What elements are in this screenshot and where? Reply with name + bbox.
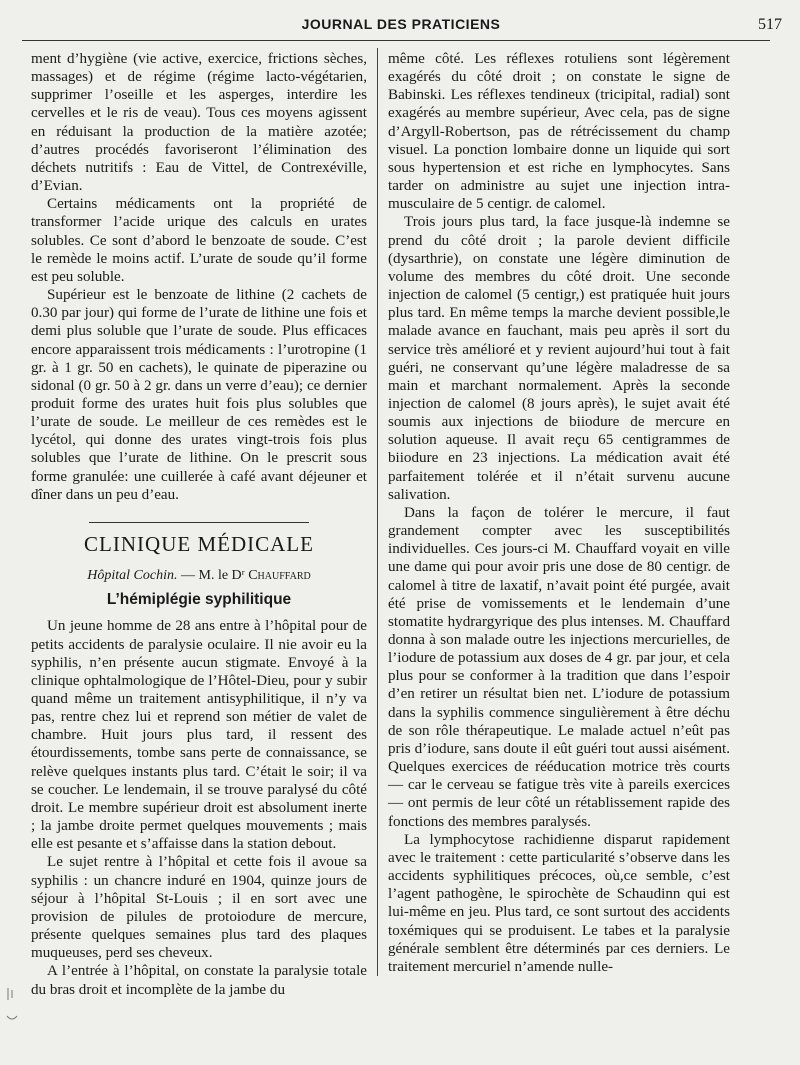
right-column (388, 50, 730, 976)
margin-mark (4, 986, 20, 1026)
byline-author: Chauffard (248, 568, 311, 584)
paragraph: Le sujet rentre à l’hôpital et cette fois il avoue sa syphilis : un chancre induré en 1904, quinze jours de séjour à l’hôpital St-Louis ; il en sort avec une provision de pilules de protoiodure de mercure, présente quelques semaines plus tard des plaques muqueuses, perd ses cheveux. (31, 854, 367, 962)
paragraph: Dans la façon de tolérer le mercure, il faut grandement compter avec les susceptibilités individuelles. Ces jours-ci M. Chauffard voyait en ville une dame qui pour avoir pris une dose de 80 centigr. de calomel à titre de laxatif, n’avait point été purgée, avait été prise de vomissements et le lendemain d’une stomatite hydrargyrique des plus intenses. M. Chauffard donna à son malade outre les injections mercurielles, de l’iodure de potassium aux doses de 4 gr. par jour, et cela plus pour se conformer à la tradition que dans l’espoir d’en retirer un résultat bien net. L’iodure de potassium dans la syphilis commence singulièrement à être déchu de son rôle thérapeutique. Le malade actuel n’eût pas pris d’iodure, sans doute il eût guéri tout aussi aisément. Quelques exercices de rééducation motrice très courts — car le cerveau se fatigue très vite à pareils exercices — ont permis de leur côté un rétablissement rapide des fonctions des membres paralysés. (388, 504, 730, 830)
margin-mark-icon (4, 986, 20, 1026)
section-title: CLINIQUE MÉDICALE (84, 531, 314, 556)
paragraph: même côté. Les réflexes rotuliens sont légèrement exagérés du côté droit ; on constate le signe de Babinski. Les réflexes tendineux (tricipital, radial) sont exagérés au membre supérieur, Avec cela, pas de signe d’Argyll-Robertson, pas de rétrécissement du champ visuel. La ponction lombaire donne un liquide qui sort sous hypertension et est riche en lymphocytes. Sans tarder on administre au sujet une injection intra-musculaire de 5 centigr. de calomel. (388, 51, 730, 213)
paragraph: Supérieur est le benzoate de lithine (2 cachets de 0.30 par jour) qui forme de l’urate de lithine une fois et demi plus soluble que l’urate de soude. Plus efficaces encore apparaissent trois médicaments : l’urotropine (1 gr. à 1 gr. 50 en cachets), le quinate de piperazine ou sidonal (0 gr. 50 à 2 gr. dans un verre d’eau); ce dernier produit forme des urates huit fois plus solubles que l’urate de soude. Le meilleur de ces remèdes est le lycétol, qui donne des urates vingt-trois fois plus solubles que l’urate de lithine. On le prescrit sous forme granulée: une cuillerée à café avant déjeuner et dîner dans un peu d’eau. (31, 287, 367, 503)
page-header (20, 14, 782, 38)
section-divider (89, 522, 309, 523)
page-number: 517 (758, 16, 782, 33)
paragraph: ment d’hygiène (vie active, exercice, frictions sèches, massages) et de régime (régime lacto-végétarien, supprimer l’oseille et les asperges, interdire les cervelles et le ris de veau). Tous ces moyens agissent en réduisant la production de la matière azotée; d’autres procédés favoriseront l’élimination des déchets nutritifs : Eau de Vittel, de Contrexéville, d’Evian. (31, 51, 367, 195)
article-title: L’hémiplégie syphilitique (106, 591, 292, 609)
paragraph: Un jeune homme de 28 ans entre à l’hôpital pour de petits accidents de paralysie oculaire. Il nie avoir eu la syphilis, n’en présente aucun stigmate. Envoyé à la clinique ophtalmologique de l’Hôtel-Dieu, pour y subir quand même un traitement antisyphilitique, il n’y va pas, rentre chez lui et reprend son métier de valet de chambre. Huit jours plus tard, il ressent des étourdissements, tombe sans perte de connaissance, se relève quelques instants plus tard. C’était le soir; il va se coucher. Le lendemain, il se trouve paralysé du côté droit. Le membre supérieur droit est absolument inerte ; la jambe droite permet quelques mouvements ; mais elle est pesante et s’affaisse dans la station debout. (31, 618, 367, 853)
paragraph: La lymphocytose rachidienne disparut rapidement avec le traitement : cette particularité s’observe dans les accidents syphilitiques précoces, où,ce semble, c’est l’agent pathogène, le spirochète de Schaudinn qui est lui-même en jeu. Plus tard, ce sont surtout des accidents toxémiques qui se produisent. Le tabes et la paralysie générale semblent être déterminés par ces derniers. Le traitement mercuriel n’amende nulle- (388, 831, 730, 975)
byline-separator: — M. le Dʳ (177, 568, 249, 584)
byline (31, 567, 367, 585)
running-title: JOURNAL DES PRATICIENS (301, 16, 501, 32)
left-column (31, 50, 367, 999)
paragraph: Certains médicaments ont la propriété de transformer l’acide urique des calculs en urates solubles. Ce sont d’abord le benzoate de soude. C’est le remède le moins actif. L’urate de soude qu’il forme est peu soluble. (31, 196, 367, 285)
paragraph: Trois jours plus tard, la face jusque-là indemne se prend du côté droit ; la parole devient difficile (dysarthrie), on constate une légère diminution de volume des membres du côté droit. Une seconde injection de calomel (5 centigr,) est pratiquée huit jours plus tard. En même temps la marche devient possible,le malade avance en fauchant, mais peu après il sort du service très amélioré et y revient aujourd’hui tout à fait guéri, ne conservant qu’une légère maladresse de sa main et marchant normalement. Après la seconde injection de calomel (8 jours après), le sujet avait été soumis aux injections de biiodure de mercure en solution aqueuse. Il avait reçu 65 centigrammes de biiodure en 23 injections. La médication avait été parfaitement tolérée et il n’était survenu aucune salivation. (388, 214, 730, 503)
header-rule (22, 40, 770, 41)
byline-place: Hôpital Cochin. (87, 568, 178, 584)
paragraph: A l’entrée à l’hôpital, on constate la paralysie totale du bras droit et incomplète de la jambe du (31, 963, 367, 998)
column-divider (377, 48, 378, 976)
